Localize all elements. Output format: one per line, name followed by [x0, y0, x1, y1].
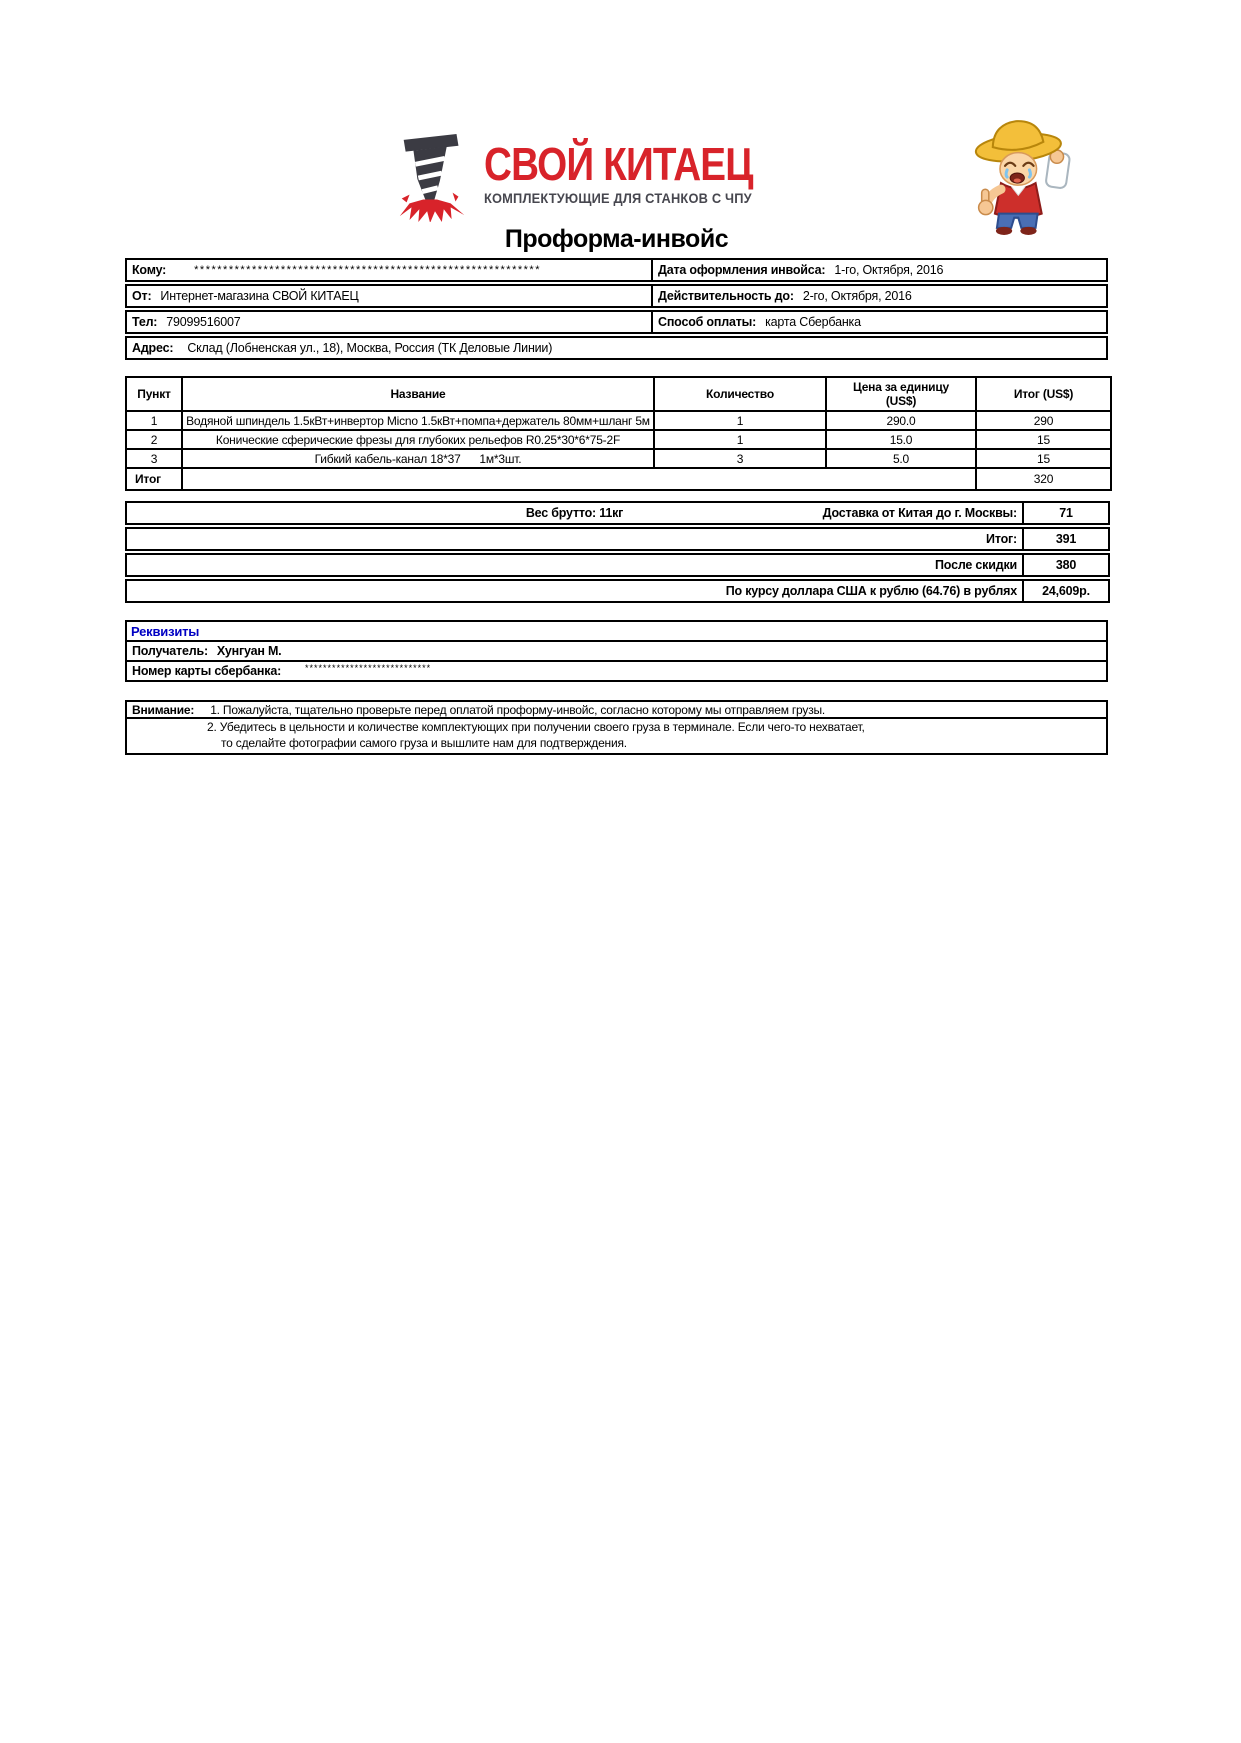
items-subtotal-label: Итог — [126, 468, 182, 490]
item-1-qty: 1 — [654, 411, 826, 430]
notice-line-1: 1. Пожалуйста, тщательно проверьте перед оплатой проформу-инвойс, согласно которому мы отправляем грузы. — [210, 702, 826, 717]
adres-cell — [127, 338, 1106, 358]
column-header-qty: Количество — [654, 377, 826, 411]
discount-label-cell — [127, 555, 1022, 575]
column-header-name: Название — [182, 377, 654, 411]
notice-row-2 — [125, 719, 1108, 755]
column-header-item: Пункт — [126, 377, 182, 411]
items-header-row — [126, 377, 1111, 411]
item-1-name: Водяной шпиндель 1.5кВт+инвертор Micno 1.5кВт+помпа+держатель 80мм+шланг 5м — [182, 411, 654, 430]
shipping-label-cell — [127, 503, 1022, 523]
adres-label: Адрес: — [132, 341, 174, 355]
item-3-total: 15 — [976, 449, 1111, 468]
logo-text — [484, 138, 804, 222]
validity-cell — [653, 289, 1106, 303]
card-number-label: Номер карты сбербанка: — [132, 664, 282, 678]
item-2-name: Конические сферические фрезы для глубоких рельефов R0.25*30*6*75-2F — [182, 430, 654, 449]
item-3-qty: 3 — [654, 449, 826, 468]
column-header-unit-price-text: Цена за единицу (US$) — [852, 380, 949, 408]
item-2-total: 15 — [976, 430, 1111, 449]
payment-method-label: Способ оплаты: — [658, 315, 757, 329]
tel-label: Тел: — [132, 315, 158, 329]
validity-label: Действительность до: — [658, 289, 794, 303]
totals-row-discount — [125, 553, 1110, 577]
item-3-price: 5.0 — [826, 449, 976, 468]
notice-row-1 — [125, 700, 1108, 719]
komu-label: Кому: — [132, 263, 167, 277]
tel-value: 79099516007 — [166, 315, 241, 329]
requisites-section — [125, 620, 1108, 682]
ot-cell — [127, 286, 653, 306]
invoice-date-label: Дата оформления инвойса: — [658, 263, 826, 277]
discount-label: После скидки — [935, 558, 1017, 572]
item-1-price: 290.0 — [826, 411, 976, 430]
crying-mascot-image — [962, 116, 1100, 236]
items-table — [125, 376, 1112, 491]
invoice-header-table — [125, 258, 1108, 360]
logo — [398, 132, 804, 222]
payment-method-value: карта Сбербанка — [765, 315, 861, 329]
gross-weight: Вес брутто: 11кг — [525, 506, 624, 520]
header-row-ot — [125, 284, 1108, 308]
total-value: 391 — [1022, 529, 1108, 549]
document-title: Проформа-инвойс — [504, 225, 729, 253]
recipient-value: Хунгуан М. — [216, 644, 282, 658]
invoice-date-cell — [653, 263, 1106, 277]
item-row-1 — [126, 411, 1111, 430]
card-number-row — [125, 660, 1108, 682]
rubles-label-cell — [127, 581, 1022, 601]
totals-row-rubles — [125, 579, 1110, 603]
komu-value: ************************************************************ — [194, 264, 541, 276]
card-number-value: **************************** — [305, 663, 432, 673]
validity-value: 2-го, Октября, 2016 — [802, 289, 912, 303]
notice-section — [125, 700, 1108, 755]
shipping-label: Доставка от Китая до г. Москвы: — [822, 506, 1017, 520]
brand-tagline: КОМПЛЕКТУЮЩИЕ ДЛЯ СТАНКОВ С ЧПУ — [484, 191, 752, 206]
header-row-tel — [125, 310, 1108, 334]
totals-section — [125, 501, 1110, 603]
item-2-num: 2 — [126, 430, 182, 449]
column-header-unit-price — [826, 377, 976, 411]
discount-value: 380 — [1022, 555, 1108, 575]
header-row-komu — [125, 258, 1108, 282]
item-3-num: 3 — [126, 449, 182, 468]
item-3-name: Гибкий кабель-канал 18*37 1м*3шт. — [182, 449, 654, 468]
notice-line-2: 2. Убедитесь в цельности и количестве комплектующих при получении своего груза в терминале. Если чего-то нехватает, — [207, 720, 865, 734]
totals-row-shipping — [125, 501, 1110, 525]
items-subtotal-spacer — [182, 468, 976, 490]
recipient-label: Получатель: — [132, 644, 208, 658]
payment-method-cell — [653, 315, 1106, 329]
komu-cell — [127, 260, 653, 280]
invoice-date-value: 1-го, Октября, 2016 — [834, 263, 944, 277]
requisites-title: Реквизиты — [131, 623, 200, 639]
tel-cell — [127, 312, 653, 332]
item-1-num: 1 — [126, 411, 182, 430]
header-row-adres — [125, 336, 1108, 360]
notice-line-3: то сделайте фотографии самого груза и вышлите нам для подтверждения. — [221, 735, 627, 750]
totals-row-total — [125, 527, 1110, 551]
item-row-3 — [126, 449, 1111, 468]
total-label-cell — [127, 529, 1022, 549]
rubles-value: 24,609р. — [1022, 581, 1108, 601]
item-1-total: 290 — [976, 411, 1111, 430]
recipient-row — [125, 640, 1108, 662]
item-2-qty: 1 — [654, 430, 826, 449]
drill-logo-icon — [398, 132, 470, 222]
item-row-2 — [126, 430, 1111, 449]
notice-label: Внимание: — [132, 702, 195, 717]
requisites-title-row — [125, 620, 1108, 642]
column-header-total: Итог (US$) — [976, 377, 1111, 411]
brand-name: СВОЙ КИТАЕЦ — [484, 138, 753, 190]
item-2-price: 15.0 — [826, 430, 976, 449]
shipping-value: 71 — [1022, 503, 1108, 523]
adres-value: Склад (Лобненская ул., 18), Москва, Россия (ТК Деловые Линии) — [187, 341, 553, 355]
items-subtotal-value: 320 — [976, 468, 1111, 490]
ot-label: От: — [132, 289, 152, 303]
ot-value: Интернет-магазина СВОЙ КИТАЕЦ — [160, 289, 359, 303]
rubles-label: По курсу доллара США к рублю (64.76) в рублях — [725, 584, 1017, 598]
items-subtotal-row — [126, 468, 1111, 490]
total-label: Итог: — [986, 532, 1017, 546]
